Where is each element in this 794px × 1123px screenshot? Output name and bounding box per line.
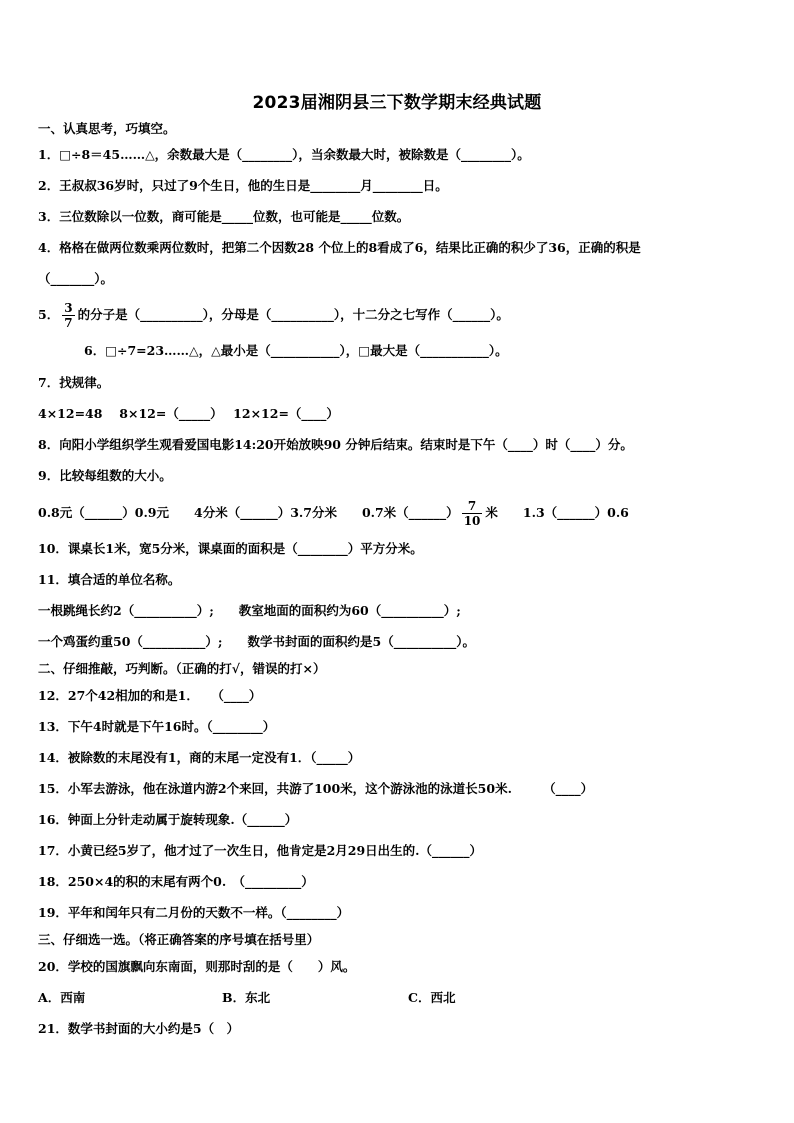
question-6: 6．□÷7=23……△，△最小是（___________），□最大是（___________）。 xyxy=(84,343,508,358)
section-3-heading: 三、仔细选一选。（将正确答案的序号填在括号里） xyxy=(38,932,320,947)
fraction-7-10 xyxy=(462,499,483,528)
question-7: 7．找规律。 xyxy=(38,375,110,390)
question-8: 8．向阳小学组织学生观看爱国电影14:20开始放映90 分钟后结束。结束时是下午（____）时（____）分。 xyxy=(38,437,633,452)
page-title: 2023届湘阴县三下数学期末经典试题 xyxy=(252,93,542,113)
question-17: 17．小黄已经5岁了，他才过了一次生日，他肯定是2月29日出生的.（______） xyxy=(38,843,483,858)
question-1: 1．□÷8＝45……△，余数最大是（________），当余数最大时，被除数是（________）。 xyxy=(38,147,530,162)
question-20: 20．学校的国旗飘向东南面，则那时刮的是（ ）风。 xyxy=(38,959,356,974)
question-18: 18．250×4的积的末尾有两个0. （_________） xyxy=(38,874,314,889)
question-20-option-c: C．西北 xyxy=(408,990,456,1005)
question-11-row-b: 一个鸡蛋约重50（__________）; 数学书封面的面积约是5（__________）。 xyxy=(38,634,475,649)
question-11-row-a: 一根跳绳长约2（__________）; 教室地面的面积约为60（__________）; xyxy=(38,603,461,618)
question-2: 2．王叔叔36岁时，只过了9个生日，他的生日是________月________日。 xyxy=(38,178,448,193)
question-9-comparisons xyxy=(38,496,629,530)
question-21: 21．数学书封面的大小约是5（ ） xyxy=(38,1021,240,1036)
question-5-number: 5． xyxy=(38,307,60,322)
question-7-pattern: 4×12=48 8×12=（_____） 12×12=（____） xyxy=(38,406,339,421)
question-13: 13．下午4时就是下午16时。（________） xyxy=(38,719,276,734)
fraction-numerator: 3 xyxy=(64,301,73,315)
section-2-heading: 二、仔细推敲，巧判断。（正确的打√，错误的打×） xyxy=(38,661,326,676)
question-3: 3．三位数除以一位数，商可能是_____位数，也可能是_____位数。 xyxy=(38,209,410,224)
fraction-numerator: 7 xyxy=(462,499,483,514)
section-1-heading: 一、认真思考，巧填空。 xyxy=(38,121,176,136)
question-9: 9．比较每组数的大小。 xyxy=(38,468,172,483)
question-9-part-a: 0.8元（______）0.9元 4分米（______）3.7分米 0.7米（______） xyxy=(38,505,459,520)
question-20-option-b: B．东北 xyxy=(222,990,271,1005)
question-10: 10．课桌长1米，宽5分米，课桌面的面积是（________）平方分米。 xyxy=(38,541,423,556)
question-14: 14．被除数的末尾没有1，商的末尾一定没有1．（_____） xyxy=(38,750,361,765)
question-4-line-1: 4．格格在做两位数乘两位数时，把第二个因数28 个位上的8看成了6，结果比正确的积少了36，正确的积是 xyxy=(38,240,641,255)
fraction-3-7 xyxy=(62,301,74,330)
question-16: 16．钟面上分针走动属于旋转现象.（______） xyxy=(38,812,298,827)
question-12: 12．27个42相加的和是1． （____） xyxy=(38,688,262,703)
fraction-denominator: 10 xyxy=(463,514,481,528)
question-5 xyxy=(38,300,509,330)
question-20-option-a: A．西南 xyxy=(38,990,86,1005)
question-9-part-b: 米 1.3（______）0.6 xyxy=(485,505,629,520)
question-11: 11．填合适的单位名称。 xyxy=(38,572,181,587)
question-19: 19．平年和闰年只有二月份的天数不一样。（________） xyxy=(38,905,350,920)
question-15: 15．小军去游泳，他在泳道内游2个来回，共游了100米，这个游泳池的泳道长50米. （____） xyxy=(38,781,594,796)
question-5-text: 的分子是（__________），分母是（__________），十二分之七写作（______）。 xyxy=(77,307,509,322)
question-4-line-2: （_______）。 xyxy=(38,271,114,286)
fraction-denominator: 7 xyxy=(64,316,73,330)
